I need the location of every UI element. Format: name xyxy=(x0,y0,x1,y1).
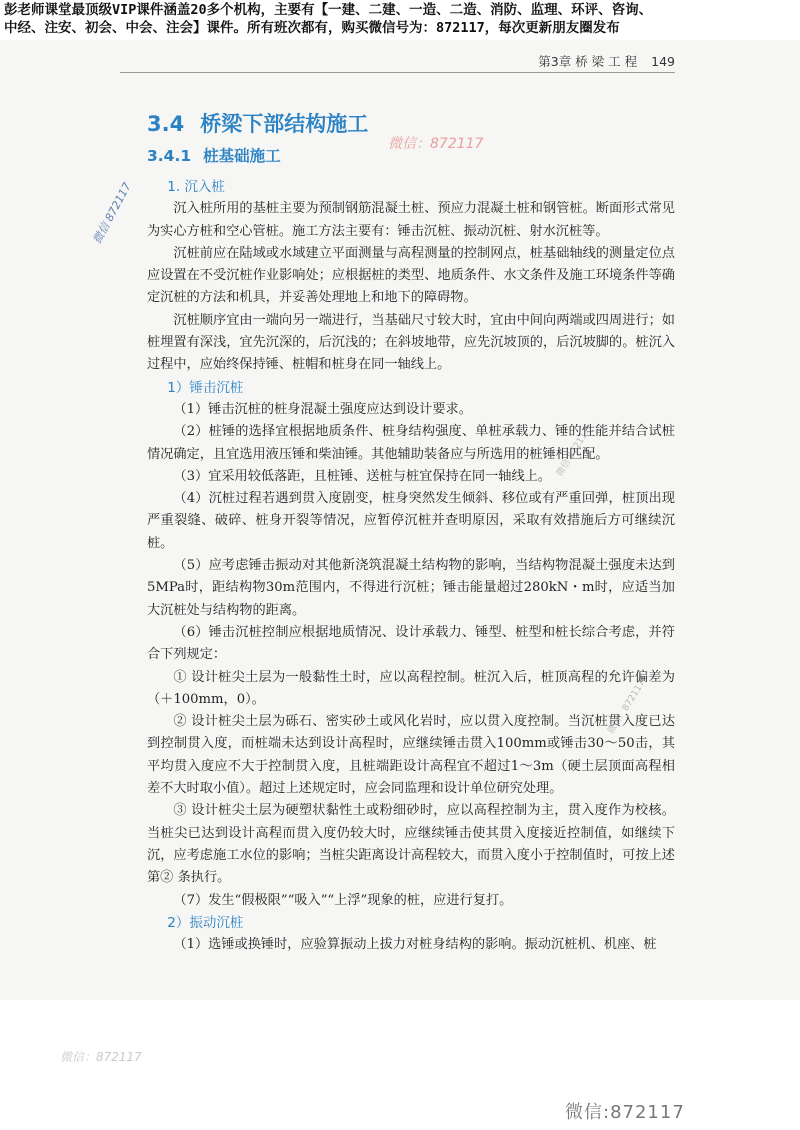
section-title xyxy=(147,108,368,138)
page-number: 149 xyxy=(651,54,675,69)
watermark-scatter-1: 微信 872117 xyxy=(555,426,593,479)
paragraph: ② 设计桩尖土层为砾石、密实砂土或风化岩时，应以贯入度控制。当沉桩贯入度已达到控制贯入度，而桩端未达到设计高程时，应继续锤击贯入100mm或锤击30～50击，其平均贯入度应不大于控制贯入度，且桩端距设计高程宜不超过1～3m（硬土层顶面高程相差不大时取小值）。超过上述规定时，应会同监理和设计单位研究处理。 xyxy=(147,714,675,797)
paragraph: （2）桩锤的选择宜根据地质条件、桩身结构强度、单桩承载力、锤的性能并结合试桩情况确定，且宜选用液压锤和柴油锤。其他辅助装备应与所选用的桩锤相匹配。 xyxy=(147,424,675,462)
running-head xyxy=(475,52,675,70)
paragraph: （1）锤击沉桩的桩身混凝土强度应达到设计要求。 xyxy=(173,401,472,417)
banner-line-1: 彭老师课堂最顶级VIP课件涵盖20多个机构，主要有【一建、二建、一造、二造、消防、监理、环评、咨询、 xyxy=(4,2,653,18)
paragraph: （5）应考虑锤击振动对其他新浇筑混凝土结构物的影响，当结构物混凝土强度未达到5MPa时，距结构物30m范围内，不得进行沉桩；锤击能量超过280kN・m时，应适当加大沉桩处与结构物的距离。 xyxy=(147,558,675,618)
paragraph: （6）锤击沉桩控制应根据地质情况、设计承载力、锤型、桩型和桩长综合考虑，并符合下列规定： xyxy=(147,624,675,663)
paragraph: （7）发生“假极限”“吸入”“上浮”现象的桩，应进行复打。 xyxy=(173,892,513,908)
promo-banner xyxy=(0,0,800,40)
subsection-number: 3.4.1 xyxy=(147,147,192,165)
subsection-title xyxy=(147,144,281,166)
watermark-title: 微信：872117 xyxy=(388,136,484,152)
heading-hammer-driving: 1）锤击沉桩 xyxy=(167,379,244,396)
chapter-label: 第3章 桥 梁 工 程 xyxy=(538,54,638,69)
watermark-bottom-left: 微信：872117 xyxy=(60,1050,142,1064)
banner-line-2: 中经、注安、初会、中会、注会】课件。所有班次都有，购买微信号为：872117，每次更新朋友圈发布 xyxy=(4,20,620,36)
paragraph: （3）宜采用较低落距，且桩锤、送桩与桩宜保持在同一轴线上。 xyxy=(173,468,552,484)
paragraph: ① 设计桩尖土层为一般黏性土时，应以高程控制。桩沉入后，桩顶高程的允许偏差为（＋100mm，0）。 xyxy=(147,669,675,707)
paragraph: （4）沉桩过程若遇到贯入度剧变，桩身突然发生倾斜、移位或有严重回弹，桩顶出现严重裂缝、破碎、桩身开裂等情况，应暂停沉桩并查明原因，采取有效措施后方可继续沉桩。 xyxy=(147,491,675,551)
section-number: 3.4 xyxy=(147,112,185,136)
watermark-margin: 微信 872117 xyxy=(90,180,134,247)
paragraph: ③ 设计桩尖土层为硬塑状黏性土或粉细砂时，应以高程控制为主，贯入度作为校核。当桩尖已达到设计高程而贯入度仍较大时，应继续锤击使其贯入度接近控制值，如继续下沉，应考虑施工水位的影响；当桩尖距离设计高程较大，而贯入度小于控制值时，可按上述第② 条执行。 xyxy=(147,803,675,886)
paragraph: 沉桩顺序宜由一端向另一端进行，当基础尺寸较大时，宜由中间向两端或四周进行；如桩埋置有深浅，宜先沉深的，后沉浅的；在斜坡地带，应先沉坡顶的，后沉坡脚的。桩沉入过程中，应始终保持锤、桩帽和桩身在同一轴线上。 xyxy=(147,312,675,373)
watermark-scatter-2: 微信：872117 xyxy=(606,678,648,736)
subsection-heading: 桩基础施工 xyxy=(203,147,281,165)
body-text xyxy=(147,176,675,956)
paragraph: 沉入桩所用的基桩主要为预制钢筋混凝土桩、预应力混凝土桩和钢管桩。断面形式常见为实心方桩和空心管桩。施工方法主要有：锤击沉桩、振动沉桩、射水沉桩等。 xyxy=(147,201,675,239)
paragraph: 沉桩前应在陆域或水域建立平面测量与高程测量的控制网点，桩基础轴线的测量定位点应设置在不受沉桩作业影响处；应根据桩的类型、地质条件、水文条件及施工环境条件等确定沉桩的方法和机具，并妥善处理地上和地下的障碍物。 xyxy=(147,245,675,306)
section-heading: 桥梁下部结构施工 xyxy=(200,112,369,136)
paragraph: （1）选锤或换锤时，应验算振动上拔力对桩身结构的影响。振动沉桩机、机座、桩 xyxy=(173,937,657,953)
heading-vibration-driving: 2）振动沉桩 xyxy=(167,914,244,931)
header-rule xyxy=(120,72,675,73)
watermark-bottom-right: 微信:872117 xyxy=(565,1102,685,1123)
heading-driven-piles: 1. 沉入桩 xyxy=(167,179,225,195)
